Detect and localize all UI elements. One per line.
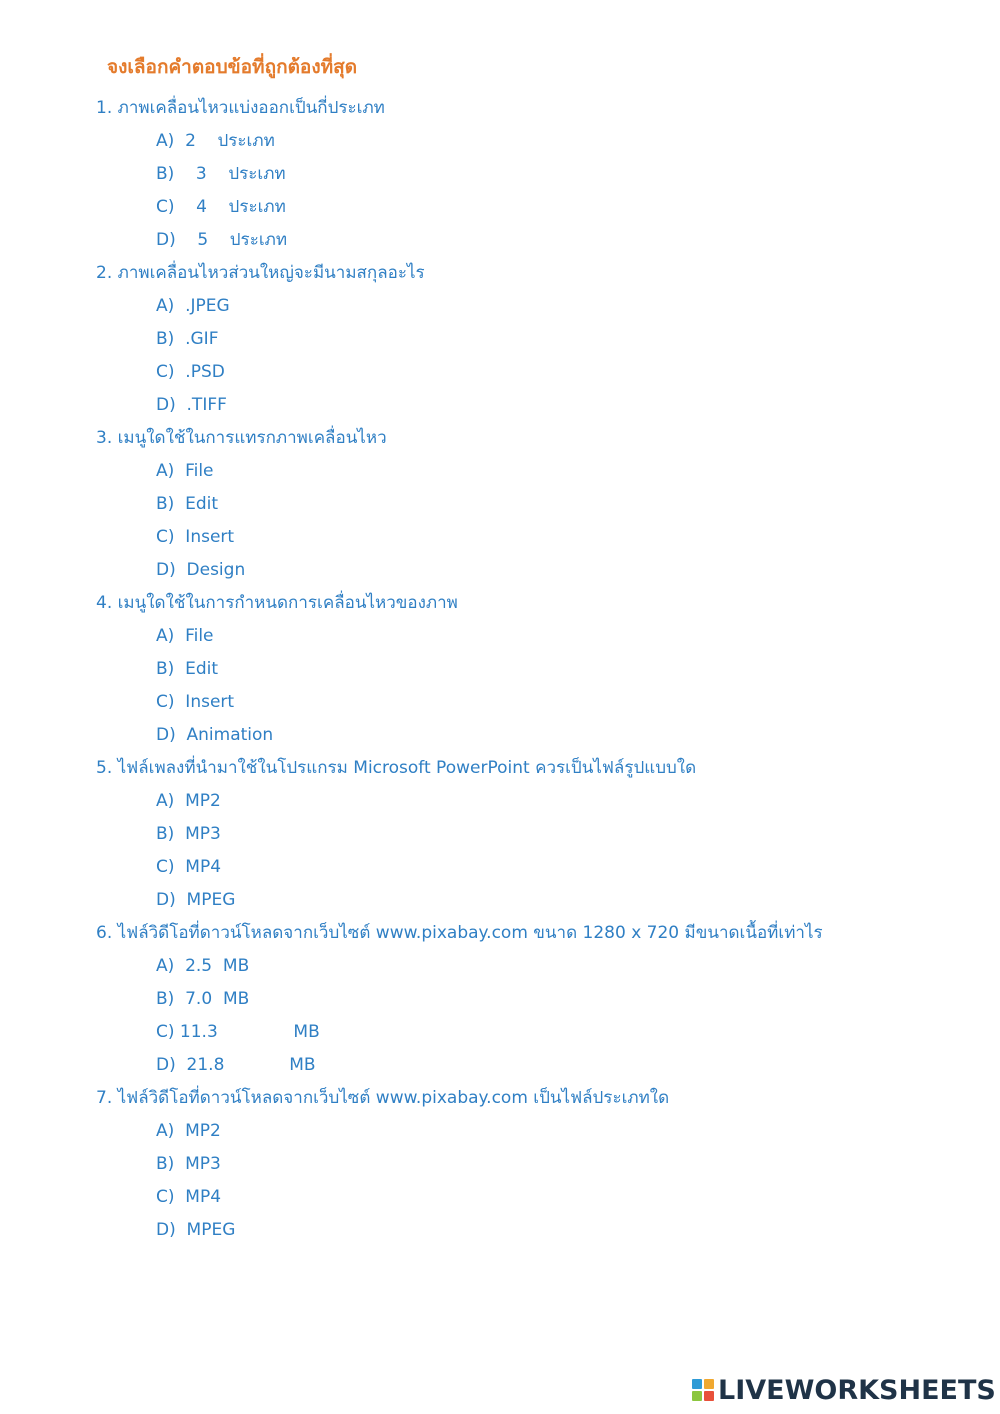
question-text: 1. ภาพเคลื่อนไหวแบ่งออกเป็นกี่ประเภท — [96, 98, 385, 118]
answer-option[interactable]: D) MPEG — [156, 890, 236, 910]
logo-text: LIVEWORKSHEETS — [718, 1374, 996, 1406]
answer-option[interactable]: B) 3 ประเภท — [156, 164, 286, 184]
answer-option[interactable]: D) Design — [156, 560, 246, 580]
question-text: 5. ไฟล์เพลงที่นำมาใช้ในโปรแกรม Microsoft PowerPoint ควรเป็นไฟล์รูปแบบใด — [96, 758, 697, 778]
quiz-list — [96, 92, 976, 1247]
answer-option[interactable]: C) MP4 — [156, 857, 222, 877]
answer-option[interactable]: B) Edit — [156, 494, 219, 514]
answer-option[interactable]: B) .GIF — [156, 329, 219, 349]
question-3 — [96, 422, 976, 587]
question-text: 2. ภาพเคลื่อนไหวส่วนใหญ่จะมีนามสกุลอะไร — [96, 263, 425, 283]
answer-option[interactable]: C) 4 ประเภท — [156, 197, 286, 217]
question-text: 6. ไฟล์วิดีโอที่ดาวน์โหลดจากเว็บไซต์ www.pixabay.com ขนาด 1280 x 720 มีขนาดเนื้อที่เท่าไร — [96, 923, 823, 943]
answer-options — [96, 950, 976, 1082]
answer-option[interactable]: C) Insert — [156, 527, 235, 547]
answer-option[interactable]: C) MP4 — [156, 1187, 222, 1207]
answer-option[interactable]: D) .TIFF — [156, 395, 227, 415]
question-2 — [96, 257, 976, 422]
answer-option[interactable]: D) MPEG — [156, 1220, 236, 1240]
answer-options — [96, 785, 976, 917]
answer-option[interactable]: A) MP2 — [156, 791, 221, 811]
answer-option[interactable]: C) .PSD — [156, 362, 225, 382]
question-5 — [96, 752, 976, 917]
answer-option[interactable]: B) Edit — [156, 659, 219, 679]
answer-option[interactable]: C) 11.3 MB — [156, 1022, 320, 1042]
answer-option[interactable]: A) 2 ประเภท — [156, 131, 275, 151]
answer-options — [96, 125, 976, 257]
answer-options — [96, 620, 976, 752]
question-4 — [96, 587, 976, 752]
answer-option[interactable]: B) MP3 — [156, 824, 221, 844]
liveworksheets-logo-icon — [692, 1379, 714, 1401]
answer-option[interactable]: C) Insert — [156, 692, 235, 712]
question-6 — [96, 917, 976, 1082]
answer-option[interactable]: A) File — [156, 461, 214, 481]
answer-options — [96, 455, 976, 587]
question-text: 4. เมนูใดใช้ในการกำหนดการเคลื่อนไหวของภาพ — [96, 593, 458, 613]
answer-options — [96, 290, 976, 422]
liveworksheets-logo — [692, 1373, 996, 1407]
question-7 — [96, 1082, 976, 1247]
answer-option[interactable]: A) File — [156, 626, 214, 646]
question-text: 7. ไฟล์วิดีโอที่ดาวน์โหลดจากเว็บไซต์ www.pixabay.com เป็นไฟล์ประเภทใด — [96, 1088, 670, 1108]
worksheet-heading: จงเลือกคำตอบข้อที่ถูกต้องที่สุด — [107, 56, 358, 78]
answer-option[interactable]: B) MP3 — [156, 1154, 221, 1174]
answer-option[interactable]: D) 5 ประเภท — [156, 230, 288, 250]
answer-option[interactable]: D) Animation — [156, 725, 274, 745]
answer-option[interactable]: A) .JPEG — [156, 296, 230, 316]
answer-options — [96, 1115, 976, 1247]
question-1 — [96, 92, 976, 257]
answer-option[interactable]: D) 21.8 MB — [156, 1055, 316, 1075]
question-text: 3. เมนูใดใช้ในการแทรกภาพเคลื่อนไหว — [96, 428, 387, 448]
answer-option[interactable]: A) MP2 — [156, 1121, 221, 1141]
answer-option[interactable]: A) 2.5 MB — [156, 956, 250, 976]
answer-option[interactable]: B) 7.0 MB — [156, 989, 250, 1009]
